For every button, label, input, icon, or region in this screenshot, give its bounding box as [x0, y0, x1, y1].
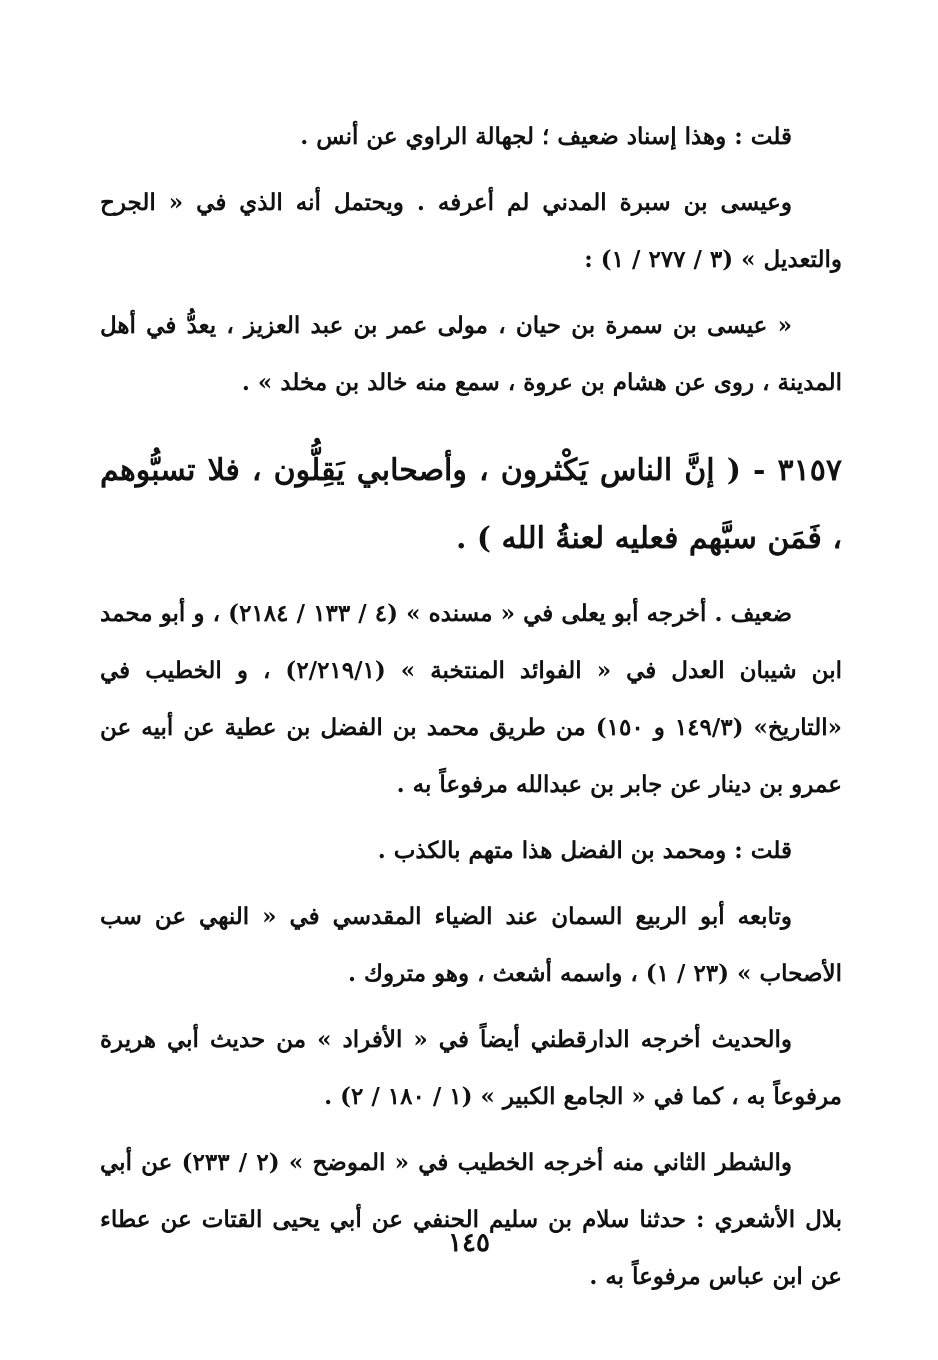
- paragraph-second-half: والشطر الثاني منه أخرجه الخطيب في « الموضح » (٢ / ٢٣٣) عن أبي بلال الأشعري : حدثنا سلام بن سليم الحنفي عن أبي يحيى القتات عن عطاء عن ابن عباس مرفوعاً به .: [100, 1149, 842, 1290]
- paragraph-weak-chain-note: قلت : وهذا إسناد ضعيف ؛ لجهالة الراوي عن أنس .: [300, 123, 792, 150]
- paragraph-jarh-quote: « عيسى بن سمرة بن حيان ، مولى عمر بن عبد العزيز ، يعدُّ في أهل المدينة ، روى عن هشام بن عروة ، سمع منه خالد بن مخلد » .: [100, 312, 842, 396]
- hadith-3157-heading: ٣١٥٧ - ( إنَّ الناس يَكْثرون ، وأصحابي يَقِلُّون ، فلا تسبُّوهم ، فَمَن سبَّهم فعليه لعنةُ الله ) .: [100, 453, 842, 556]
- paragraph-takhrij: ضعيف . أخرجه أبو يعلى في « مسنده » (٤ / ١٣٣ / ٢١٨٤) ، و أبو محمد ابن شيبان العدل في « الفوائد المنتخبة » (٢/٢١٩/١) ، و الخطيب في «التاريخ» (١٤٩/٣ و ١٥٠) من طريق محمد بن الفضل بن عطية عن أبيه عن عمرو بن دينار عن جابر بن عبدالله مرفوعاً به .: [100, 600, 843, 798]
- paragraph-isa-ibn-sabra: وعيسى بن سبرة المدني لم أعرفه . ويحتمل أنه الذي في « الجرح والتعديل » (٣ / ٢٧٧ / ١) :: [100, 189, 842, 273]
- page-number: ١٤٥: [448, 1228, 490, 1258]
- page-body: [100, 108, 842, 1305]
- paragraph-accused-liar-note: قلت : ومحمد بن الفضل هذا متهم بالكذب .: [377, 837, 792, 864]
- paragraph-follow-up-narration: وتابعه أبو الربيع السمان عند الضياء المقدسي في « النهي عن سب الأصحاب » (٢٣ / ١) ، واسمه أشعث ، وهو متروك .: [100, 903, 842, 987]
- paragraph-daraqutni: والحديث أخرجه الدارقطني أيضاً في « الأفراد » من حديث أبي هريرة مرفوعاً به ، كما في « الجامع الكبير » (١ / ١٨٠ / ٢) .: [100, 1026, 842, 1110]
